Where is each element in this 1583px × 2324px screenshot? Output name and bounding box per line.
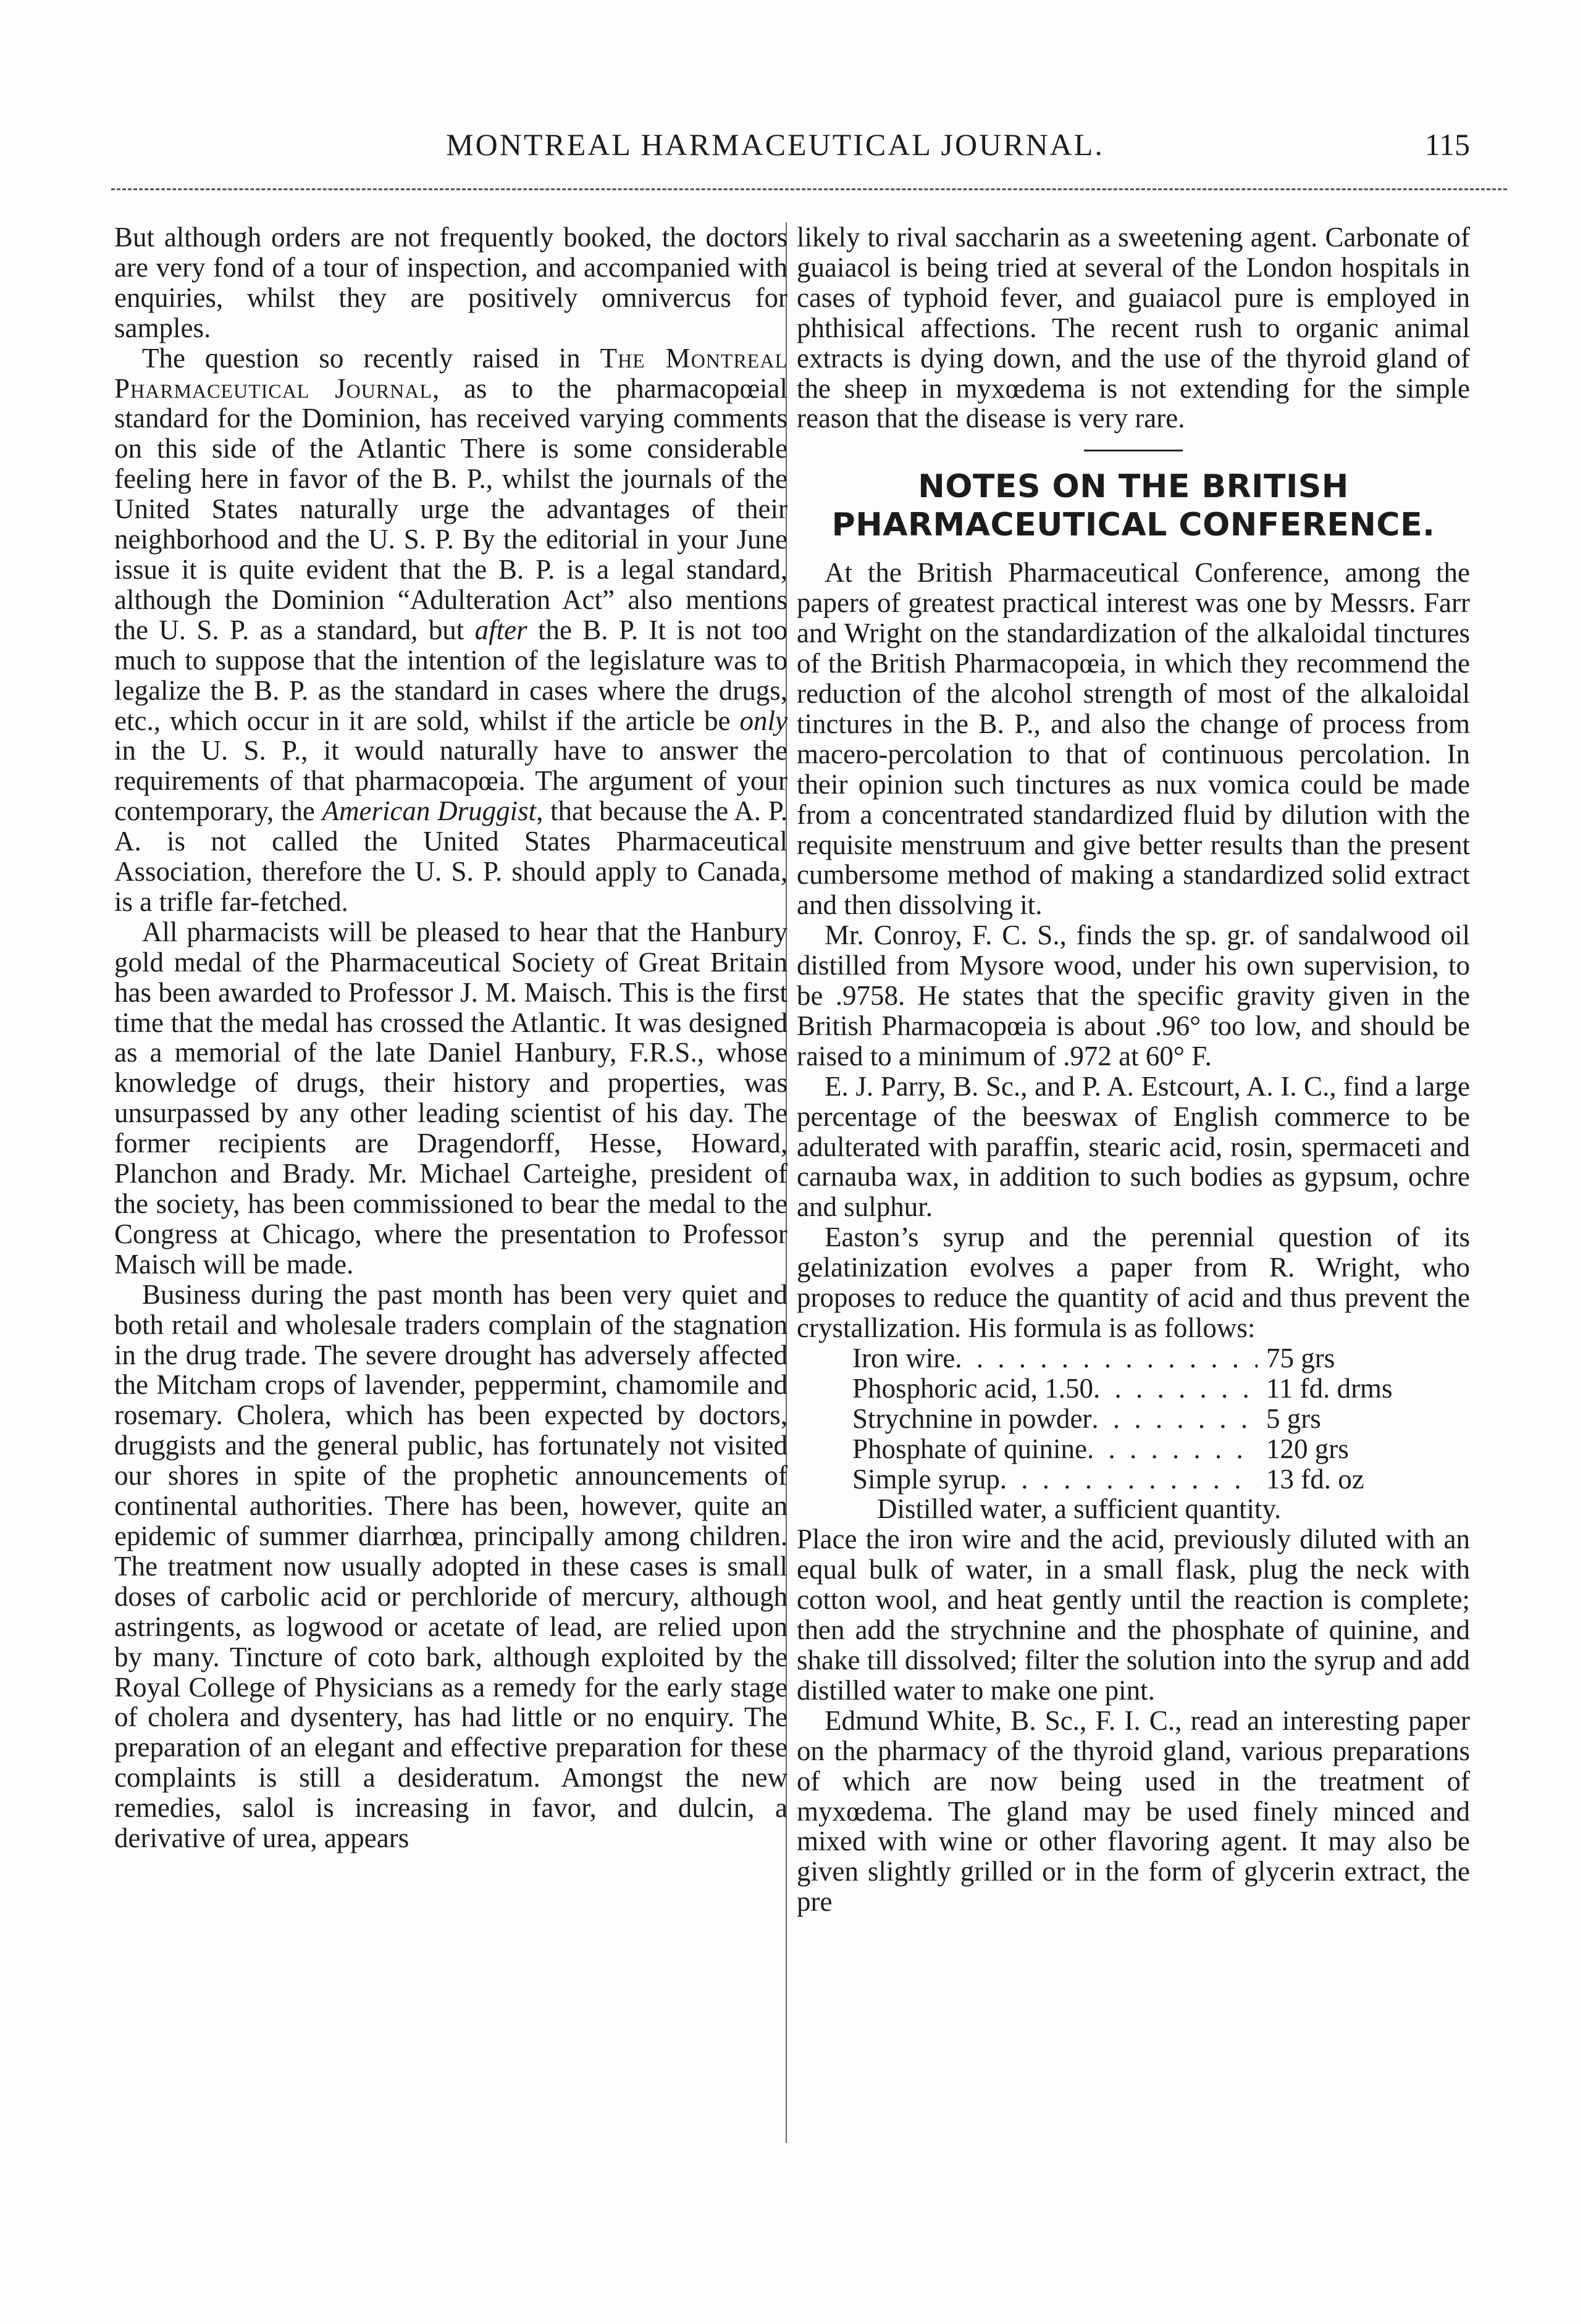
formula-note: Distilled water, a sufficient quantity. (877, 1493, 1282, 1525)
journal-name: The Montreal Pharmaceutical Journal (114, 342, 788, 404)
emphasis: only (739, 705, 787, 736)
formula-row: Phosphoric acid, 1.50 . . . 11 fd. drms (852, 1374, 1396, 1404)
paragraph: E. J. Parry, B. Sc., and P. A. Estcourt, A. I. C., find a large percentage of the beeswax of English commerce to be adulterated with paraffin, stearic acid, rosin, spermaceti and carnauba wax, in addition to such bodies as gypsum, ochre and sulphur. (797, 1070, 1470, 1223)
left-column (114, 222, 787, 1853)
formula-row: Strychnine in powder . . . 5 grs (852, 1404, 1396, 1434)
paragraph: The question so recently raised in The Montreal Pharmaceutical Journal, as to the pharmacopœial standard for the Dominion, has received varying comments on this side of the Atlantic There is some considerable feeling here in favor of the B. P., whilst the journals of the United States naturally urge the advantages of their neighborhood and the U. S. P. By the editorial in your June issue it is quite evident that the B. P. is a legal standard, although the Dominion “Adulteration Act” also mentions the U. S. P. as a standard, but after the B. P. It is not too much to suppose that the intention of the legislature was to legalize the B. P. as the standard in cases where the drugs, etc., which occur in it are sold, whilst if the article be only in the U. S. P., it would naturally have to answer the requirements of that pharmacopœia. The argument of your contemporary, the American Druggist, that because the A. P. A. is not called the United States Pharmaceutical Association, therefore the U. S. P. should apply to Canada, is a trifle far-fetched. (114, 342, 788, 917)
formula-row: Simple syrup . . . 13 fd. oz (852, 1464, 1396, 1495)
paragraph: At the British Pharmaceutical Conference, among the papers of greatest practical interest was one by Messrs. Farr and Wright on the standardization of the alkaloidal tinctures of the British Pharmacopœia, in which they recommend the reduction of the alcohol strength of most of the alkaloidal tinctures in the B. P., and also the change of process from macero-percolation to that of continuous percolation. In their opinion such tinctures as nux vomica could be made from a concentrated standardized fluid by dilution with the requisite menstruum and give better results than the present cumbersome method of making a standardized solid extract and then dissolving it. (797, 557, 1470, 921)
paragraph: likely to rival saccharin as a sweetening agent. Carbonate of guaiacol is being tried at several of the London hospitals in cases of typhoid fever, and guaiacol pure is employed in phthisical affections. The recent rush to organic animal extracts is dying down, and the use of the thyroid gland of the sheep in myxœdema is not extending for the simple reason that the disease is very rare. (797, 222, 1470, 434)
section-rule (1084, 450, 1183, 451)
section-heading: NOTES ON THE BRITISH PHARMACEUTICAL CONFERENCE. (831, 468, 1435, 544)
paragraph: Business during the past month has been very quiet and both retail and wholesale traders complain of the stagnation in the drug trade. The severe drought has adversely affected the Mitcham crops of lavender, peppermint, chamomile and rosemary. Cholera, which has been expected by doctors, druggists and the general public, has fortunately not visited our shores in spite of the prophetic announcements of continental authorities. There has been, however, quite an epidemic of summer diarrhœa, principally among children. The treatment now usually adopted in these cases is small doses of carbolic acid or perchloride of mercury, although astringents, as logwood or acetate of lead, are relied upon by many. Tincture of coto bark, although exploited by the Royal College of Physicians as a remedy for the early stage of cholera and dysentery, has had little or no enquiry. The preparation of an elegant and effective preparation for these complaints is still a desideratum. Amongst the new remedies, salol is increasing in favor, and dulcin, a derivative of urea, appears (114, 1278, 787, 1854)
paragraph: Mr. Conroy, F. C. S., finds the sp. gr. of sandalwood oil distilled from Mysore wood, under his own supervision, to be .9758. He states that the specific gravity given in the British Pharmacopœia is about .96° too low, and should be raised to a minimum of .972 at 60° F. (797, 920, 1470, 1072)
header-rule (111, 188, 1507, 190)
formula-row: Iron wire . . . 75 grs (852, 1343, 1396, 1374)
paragraph: All pharmacists will be pleased to hear that the Hanbury gold medal of the Pharmaceutical Society of Great Britain has been awarded to Professor J. M. Maisch. This is the first time that the medal has crossed the Atlantic. It was designed as a memorial of the late Daniel Hanbury, F.R.S., whose knowledge of drugs, their history and properties, was unsurpassed by any other leading scientist of his day. The former recipients are Dragendorff, Hesse, Howard, Planchon and Brady. Mr. Michael Carteighe, president of the society, has been commissioned to bear the medal to the Congress at Chicago, where the presentation to Professor Maisch will be made. (114, 916, 787, 1280)
formula-row: Phosphate of quinine . . . 120 grs (852, 1434, 1396, 1464)
paragraph: Edmund White, B. Sc., F. I. C., read an interesting paper on the pharmacy of the thyroid gland, various preparations of which are now being used in the treatment of myxœdema. The gland may be used finely minced and mixed with wine or other flavoring agent. It may also be given slightly grilled or in the form of glycerin extract, the pre (797, 1705, 1470, 1918)
running-title: MONTREAL HARMACEUTICAL JOURNAL. (446, 127, 1104, 162)
paragraph: Easton’s syrup and the perennial question of its gelatinization evolves a paper from R. Wright, who proposes to reduce the quantity of acid and thus prevent the crystallization. His formula is as follows: (797, 1222, 1470, 1343)
page-header (80, 127, 1470, 182)
paragraph: But although orders are not frequently booked, the doctors are very fond of a tour of inspection, and accompanied with enquiries, whilst they are positively omnivercus for samples. (114, 222, 787, 343)
right-column (797, 222, 1470, 1917)
emphasis: after (474, 614, 527, 645)
publication-name: American Druggist (322, 795, 537, 827)
paragraph: Place the iron wire and the acid, previously diluted with an equal bulk of water, in a small flask, plug the neck with cotton wool, and heat gently until the reaction is complete; then add the strychnine and the phosphate of quinine, and shake till dissolved; filter the solution into the syrup and add distilled water to make one pint. (797, 1524, 1470, 1706)
formula-table (852, 1343, 1396, 1524)
page-number: 115 (1424, 127, 1470, 162)
